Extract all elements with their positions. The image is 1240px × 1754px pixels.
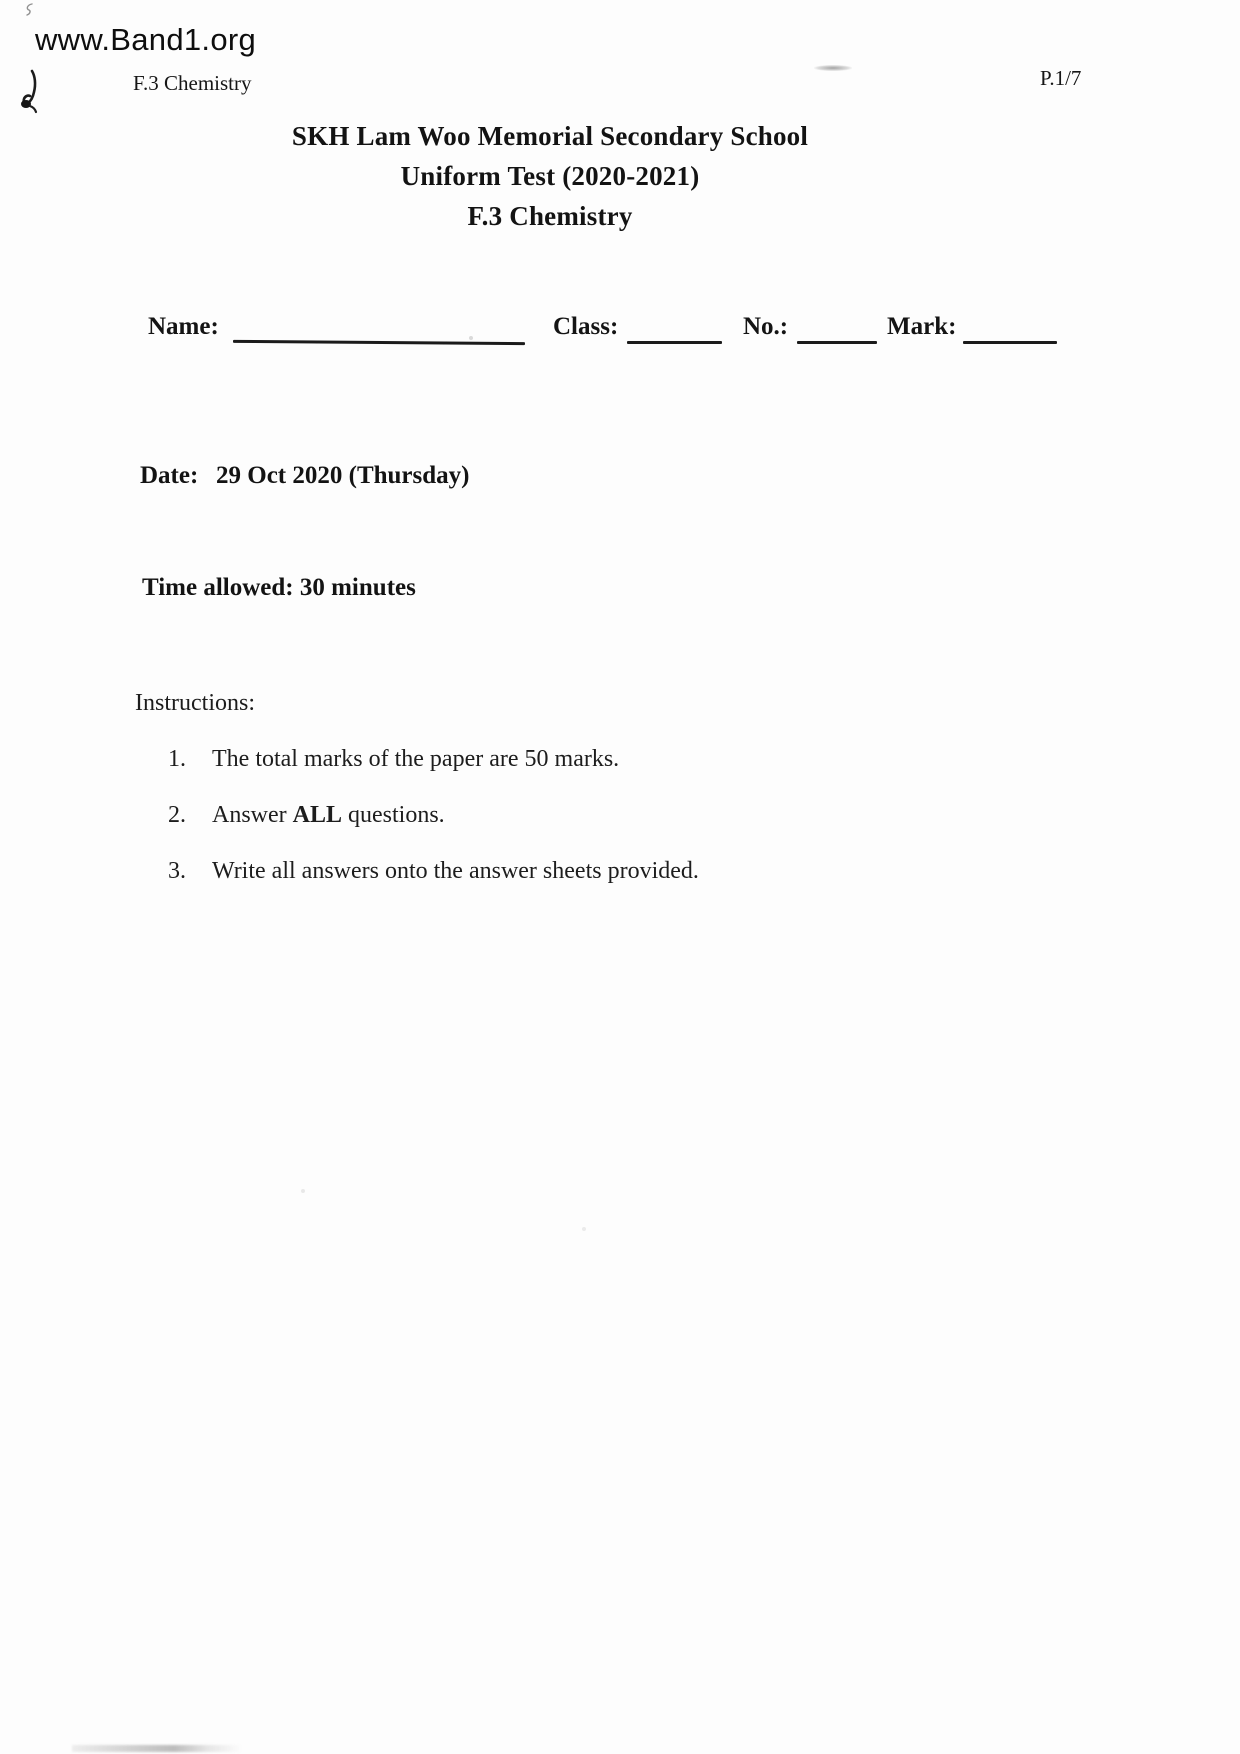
instruction-2-prefix: Answer xyxy=(212,802,293,828)
pen-mark-artifact xyxy=(22,2,36,20)
header-course-label: F.3 Chemistry xyxy=(133,71,252,95)
mark-underline xyxy=(963,341,1057,344)
subject-name: F.3 Chemistry xyxy=(467,201,633,231)
time-allowed: Time allowed: 30 minutes xyxy=(142,574,416,601)
class-underline xyxy=(627,341,722,344)
instruction-2-bold-word: ALL xyxy=(292,802,343,828)
date-value: 29 Oct 2020 (Thursday) xyxy=(216,462,470,489)
title-block xyxy=(150,116,950,236)
scan-speck xyxy=(469,336,473,340)
page-number: P.1/7 xyxy=(1040,66,1082,90)
class-label: Class: xyxy=(553,313,619,340)
instruction-1-text: The total marks of the paper are 50 marks. xyxy=(212,746,620,772)
scan-speck xyxy=(582,1227,586,1231)
no-underline xyxy=(797,341,877,344)
name-label: Name: xyxy=(148,313,219,340)
mark-label: Mark: xyxy=(887,313,957,340)
instruction-2-suffix: questions. xyxy=(342,802,445,828)
instruction-1-number: 1. xyxy=(168,746,186,772)
school-name: SKH Lam Woo Memorial Secondary School xyxy=(291,121,809,151)
test-name: Uniform Test (2020-2021) xyxy=(400,161,700,191)
watermark-url: www.Band1.org xyxy=(35,22,257,57)
instructions-heading: Instructions: xyxy=(135,690,255,716)
date-label: Date: xyxy=(140,462,199,489)
ink-blot-artifact xyxy=(18,68,44,114)
instruction-2-number: 2. xyxy=(168,802,186,828)
scan-edge-smudge xyxy=(72,1745,242,1752)
name-underline xyxy=(233,340,525,345)
instruction-3-text: Write all answers onto the answer sheets provided. xyxy=(212,858,699,884)
instruction-3-number: 3. xyxy=(168,858,186,884)
instruction-2-text xyxy=(212,802,445,829)
scan-dash-artifact xyxy=(814,65,852,71)
scan-speck xyxy=(301,1189,305,1193)
no-label: No.: xyxy=(743,313,789,340)
